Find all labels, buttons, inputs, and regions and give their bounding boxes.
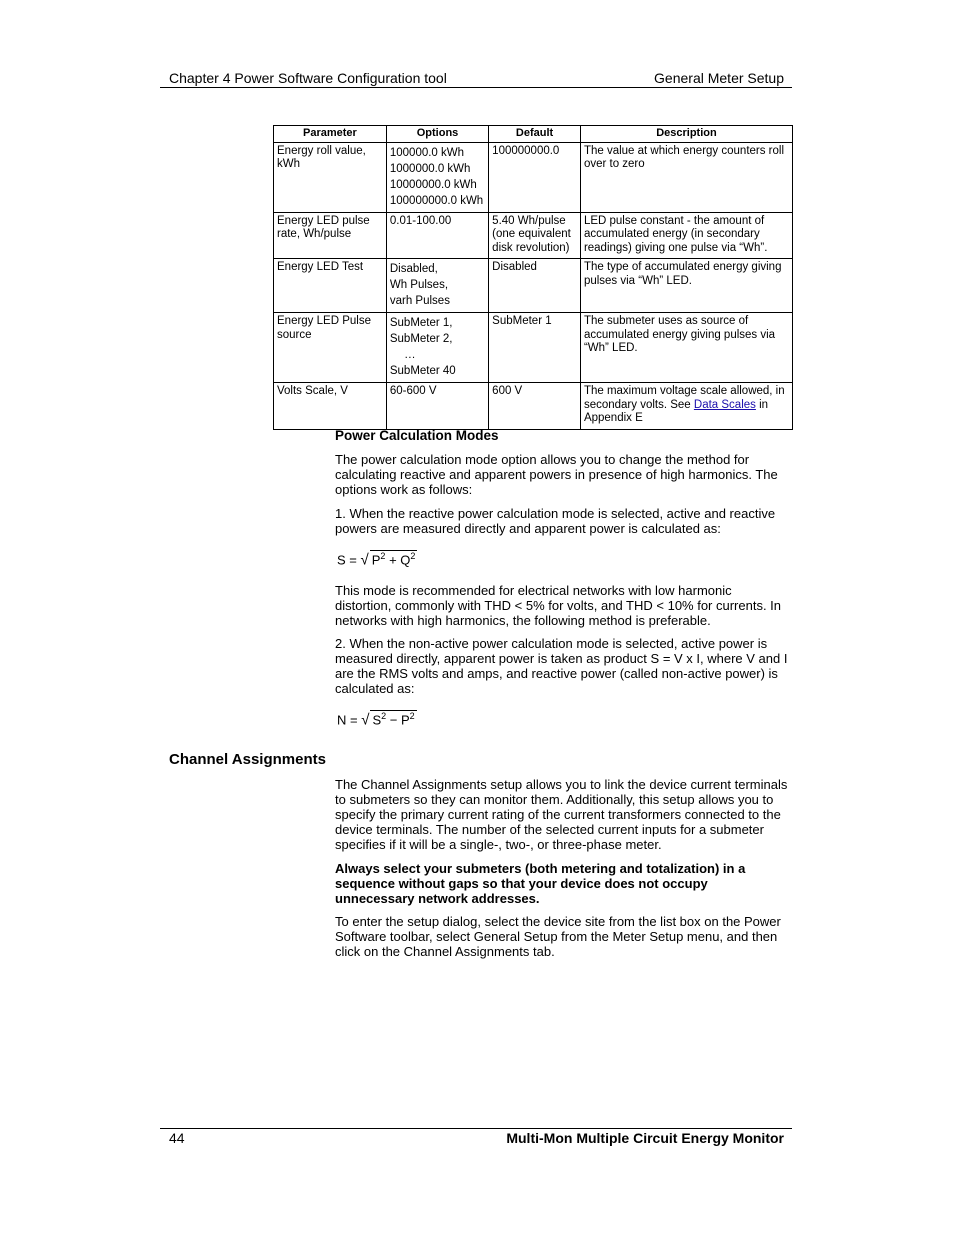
cell-parameter: Energy LED Pulse source — [274, 313, 387, 383]
power-modes-item2 — [335, 636, 790, 696]
formula-symbol: P — [371, 552, 381, 568]
formula-operator: − — [389, 712, 398, 728]
paragraph: 1. When the reactive power calculation mode is selected, active and reactive powers are measured directly and apparent power is calculated as: — [335, 506, 776, 536]
cell-default: 600 V — [489, 383, 581, 430]
channel-para1 — [335, 777, 790, 852]
channel-warning — [335, 861, 790, 906]
description-text: The maximum voltage scale allowed, in secondary volts. See — [583, 385, 785, 411]
table-row — [274, 259, 793, 313]
page-number: 44 — [169, 1130, 185, 1146]
paragraph: The Channel Assignments setup allows you to link the device current terminals to submeters so they can monitor them. Additionally, this setup allows you to specify the primary current rating of the current transformers connected to the device terminals. The number of the selected current inputs for a submeter specifies if it will be a single-, two-, or three-phase meter. — [335, 777, 788, 852]
formula-operator: = — [349, 552, 357, 568]
option-item: 0.01-100.00 — [389, 214, 452, 227]
option-item: Wh Pulses, — [389, 279, 449, 291]
paragraph: To enter the setup dialog, select the device site from the list box on the Power Software toolbar, select General Setup from the Meter Setup menu, and then click on the Channel Assignments tab. — [335, 914, 781, 959]
table-row — [274, 212, 793, 259]
option-item: 100000.0 kWh — [389, 146, 465, 159]
formula-symbol: N — [337, 712, 347, 728]
cell-parameter: Energy roll value, kWh — [274, 142, 387, 212]
formula-exponent: 2 — [410, 551, 416, 561]
description-text: in Appendix E — [583, 398, 769, 424]
power-modes-intro — [335, 452, 790, 497]
radicand — [370, 710, 416, 727]
formula-symbol: S — [372, 712, 382, 728]
cell-description: LED pulse constant - the amount of accumulated energy (in secondary readings) giving one pulse via “Wh”. — [580, 212, 792, 259]
cell-parameter: Energy LED Test — [274, 259, 387, 313]
footer-rule — [160, 1128, 792, 1129]
cell-default: 5.40 Wh/pulse (one equivalent disk revolution) — [489, 212, 581, 259]
power-modes-heading: Power Calculation Modes — [335, 428, 499, 443]
cell-description: The type of accumulated energy giving pulses via “Wh” LED. — [580, 259, 792, 313]
power-modes-note1 — [335, 583, 790, 628]
formula-symbol: P — [401, 712, 410, 728]
paragraph: 2. When the non-active power calculation mode is selected, active power is measured directly, apparent power is taken as product S = V x I, where V and I are the RMS volts and amps, and reactive power (called non-active power) is calculated as: — [335, 636, 788, 696]
cell-options — [386, 142, 488, 212]
radicand — [370, 550, 418, 567]
formula-operator: = — [350, 712, 358, 728]
formula-apparent-power — [337, 550, 417, 568]
cell-options — [386, 259, 488, 313]
option-item: SubMeter 1, — [389, 317, 453, 329]
power-modes-item1 — [335, 506, 790, 536]
paragraph: Always select your submeters (both metering and totalization) in a sequence without gaps so that your device does not occupy unnecessary network addresses. — [335, 861, 746, 906]
table-row — [274, 313, 793, 383]
table-row — [274, 383, 793, 430]
option-item: SubMeter 40 — [389, 365, 456, 377]
header-chapter: Chapter 4 Power Software Configuration tool — [169, 70, 447, 86]
cell-default: SubMeter 1 — [489, 313, 581, 383]
table-header-row — [274, 126, 793, 143]
option-item: Disabled, — [389, 263, 438, 275]
footer-product: Multi-Mon Multiple Circuit Energy Monitor — [506, 1130, 784, 1146]
header-rule — [160, 87, 792, 88]
cell-description — [580, 383, 792, 430]
formula-exponent: 2 — [381, 711, 387, 721]
cell-description: The value at which energy counters roll over to zero — [580, 142, 792, 212]
header-section: General Meter Setup — [654, 70, 784, 86]
cell-parameter: Volts Scale, V — [274, 383, 387, 430]
option-ellipsis: … — [404, 349, 416, 361]
column-header-options: Options — [386, 126, 488, 143]
column-header-default: Default — [489, 126, 581, 143]
option-item: varh Pulses — [389, 295, 450, 307]
formula-exponent: 2 — [380, 551, 386, 561]
cell-parameter: Energy LED pulse rate, Wh/pulse — [274, 212, 387, 259]
formula-exponent: 2 — [409, 711, 415, 721]
formula-symbol: S — [337, 552, 346, 568]
column-header-description: Description — [580, 126, 792, 143]
sqrt-icon: √ — [361, 711, 370, 729]
cell-options — [386, 313, 488, 383]
formula-operator: + — [389, 552, 397, 568]
option-item: 60-600 V — [389, 385, 437, 397]
formula-non-active-power — [337, 710, 417, 728]
cell-options — [386, 383, 488, 430]
option-item: 10000000.0 kWh — [389, 178, 477, 191]
column-header-parameter: Parameter — [274, 126, 387, 143]
paragraph: The power calculation mode option allows you to change the method for calculating reactive and apparent powers in presence of high harmonics. The options work as follows: — [335, 452, 778, 497]
sqrt-icon: √ — [360, 551, 369, 569]
paragraph: This mode is recommended for electrical networks with low harmonic distortion, commonly with THD < 5% for volts, and THD < 10% for currents. In networks with high harmonics, the following method is preferable. — [335, 583, 782, 628]
parameter-table — [273, 125, 793, 430]
cell-description: The submeter uses as source of accumulated energy giving pulses via “Wh” LED. — [580, 313, 792, 383]
cell-options — [386, 212, 488, 259]
data-scales-link[interactable]: Data Scales — [693, 398, 756, 411]
option-item: 100000000.0 kWh — [389, 194, 484, 207]
cell-default: 100000000.0 — [489, 142, 581, 212]
channel-assignments-heading: Channel Assignments — [169, 751, 326, 768]
option-item: 1000000.0 kWh — [389, 162, 471, 175]
option-item: SubMeter 2, — [389, 333, 453, 345]
formula-symbol: Q — [400, 552, 411, 568]
cell-default: Disabled — [489, 259, 581, 313]
table-row — [274, 142, 793, 212]
channel-para2 — [335, 914, 790, 959]
